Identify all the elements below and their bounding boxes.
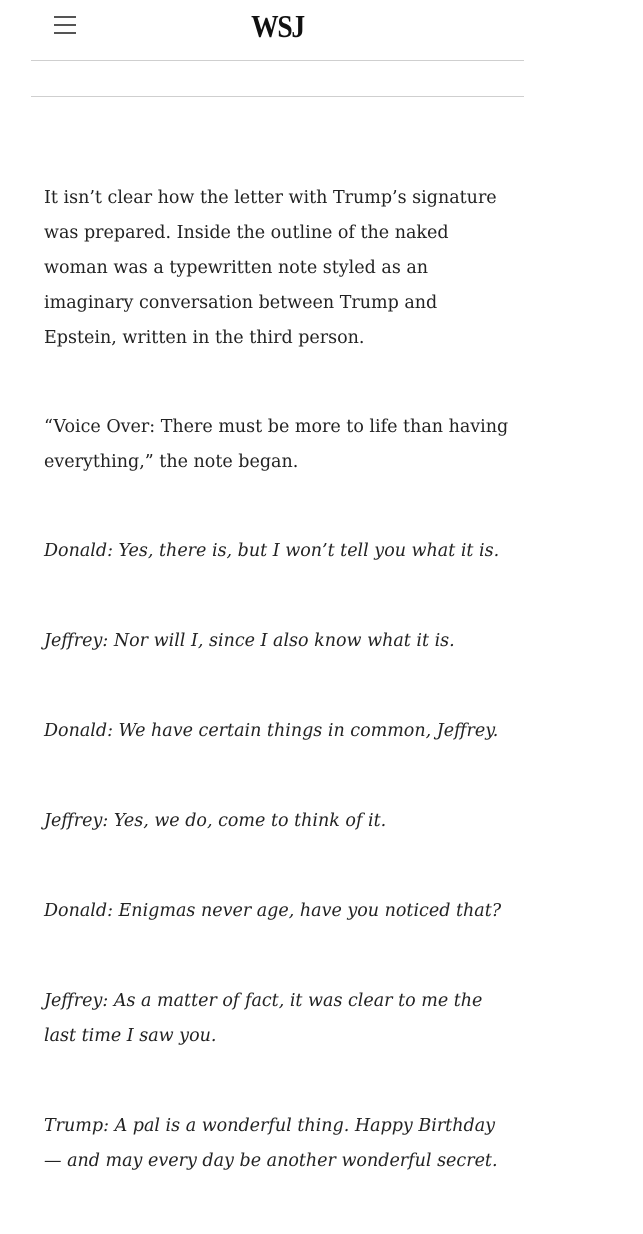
wsj-logo[interactable]: WSJ — [251, 8, 304, 44]
dialogue-line: Donald: We have certain things in common, Jeffrey. — [44, 721, 499, 741]
article-paragraph: It isn’t clear how the letter with Trump’s signature was prepared. Inside the outline of the naked woman was a typewritten note styled as an imaginary conversation between Trump and Epstein, written in the third person. — [44, 188, 497, 348]
dialogue-line: Jeffrey: As a matter of fact, it was clear to me the last time I saw you. — [44, 991, 483, 1046]
article-paragraph: “Voice Over: There must be more to life than having everything,” the note began. — [44, 417, 509, 472]
section-divider — [31, 96, 524, 97]
dialogue-line: Donald: Enigmas never age, have you noticed that? — [44, 901, 502, 921]
article-body — [44, 146, 544, 1234]
dialogue-line: Trump: A pal is a wonderful thing. Happy Birthday — and may every day be another wonderful secret. — [44, 1116, 498, 1171]
top-nav-bar — [31, 0, 524, 61]
dialogue-line: Jeffrey: Nor will I, since I also know what it is. — [44, 631, 455, 651]
dialogue-line: Donald: Yes, there is, but I won’t tell you what it is. — [44, 541, 500, 561]
dialogue-line: Jeffrey: Yes, we do, come to think of it. — [44, 811, 387, 831]
